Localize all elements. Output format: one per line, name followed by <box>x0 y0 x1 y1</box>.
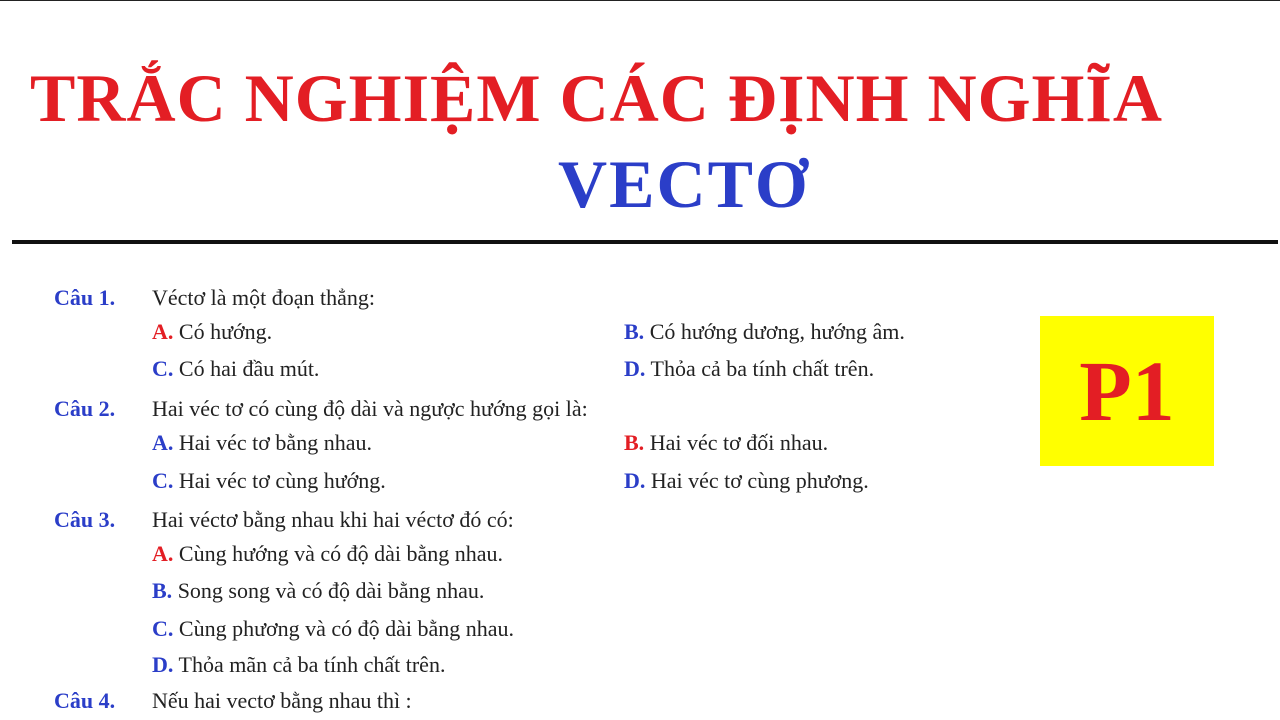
question-2-text: Hai véc tơ có cùng độ dài và ngược hướng gọi là: <box>152 396 588 421</box>
question-1-option-b[interactable] <box>624 321 905 343</box>
option-letter: D. <box>152 652 174 677</box>
title-line-2: VECTƠ <box>558 146 810 222</box>
question-1-option-a[interactable] <box>152 321 272 343</box>
question-2-option-c[interactable] <box>152 470 386 492</box>
option-text: Hai véc tơ cùng phương. <box>650 468 869 493</box>
option-letter: B. <box>152 578 173 603</box>
option-letter: A. <box>152 430 174 455</box>
question-2-option-b[interactable] <box>624 432 828 454</box>
question-3-option-b[interactable] <box>152 580 484 602</box>
option-letter: A. <box>152 541 174 566</box>
option-letter: C. <box>152 356 174 381</box>
option-letter: C. <box>152 616 174 641</box>
question-3-option-a[interactable] <box>152 543 503 565</box>
option-text: Có hướng dương, hướng âm. <box>649 319 905 344</box>
question-3-text: Hai véctơ bằng nhau khi hai véctơ đó có: <box>152 507 514 532</box>
question-1-text: Véctơ là một đoạn thẳng: <box>152 285 376 310</box>
question-2-option-d[interactable] <box>624 470 869 492</box>
question-3-label: Câu 3. <box>54 507 116 532</box>
option-text: Hai véc tơ đối nhau. <box>649 430 829 455</box>
option-text: Hai véc tơ bằng nhau. <box>178 430 372 455</box>
option-text: Cùng phương và có độ dài bằng nhau. <box>178 616 515 641</box>
option-letter: C. <box>152 468 174 493</box>
question-3-option-d[interactable] <box>152 654 445 676</box>
title-line-1: TRẮC NGHIỆM CÁC ĐỊNH NGHĨA <box>30 60 1163 136</box>
question-2-label: Câu 2. <box>54 396 116 421</box>
option-text: Cùng hướng và có độ dài bằng nhau. <box>178 541 504 566</box>
option-letter: A. <box>152 319 174 344</box>
question-1-option-c[interactable] <box>152 358 319 380</box>
option-text: Có hai đầu mút. <box>178 356 320 381</box>
part-badge-label: P1 <box>1079 343 1175 439</box>
question-3-option-c[interactable] <box>152 618 514 640</box>
question-4-label: Câu 4. <box>54 688 116 713</box>
option-text: Song song và có độ dài bằng nhau. <box>177 578 485 603</box>
option-text: Thỏa mãn cả ba tính chất trên. <box>178 652 446 677</box>
option-letter: B. <box>624 319 645 344</box>
option-letter: D. <box>624 356 646 381</box>
option-letter: D. <box>624 468 646 493</box>
option-text: Có hướng. <box>178 319 273 344</box>
option-text: Thỏa cả ba tính chất trên. <box>650 356 875 381</box>
question-1-option-d[interactable] <box>624 358 874 380</box>
question-1-label: Câu 1. <box>54 285 116 310</box>
option-text: Hai véc tơ cùng hướng. <box>178 468 386 493</box>
question-4-text: Nếu hai vectơ bằng nhau thì : <box>152 688 412 713</box>
question-2-option-a[interactable] <box>152 432 372 454</box>
option-letter: B. <box>624 430 645 455</box>
